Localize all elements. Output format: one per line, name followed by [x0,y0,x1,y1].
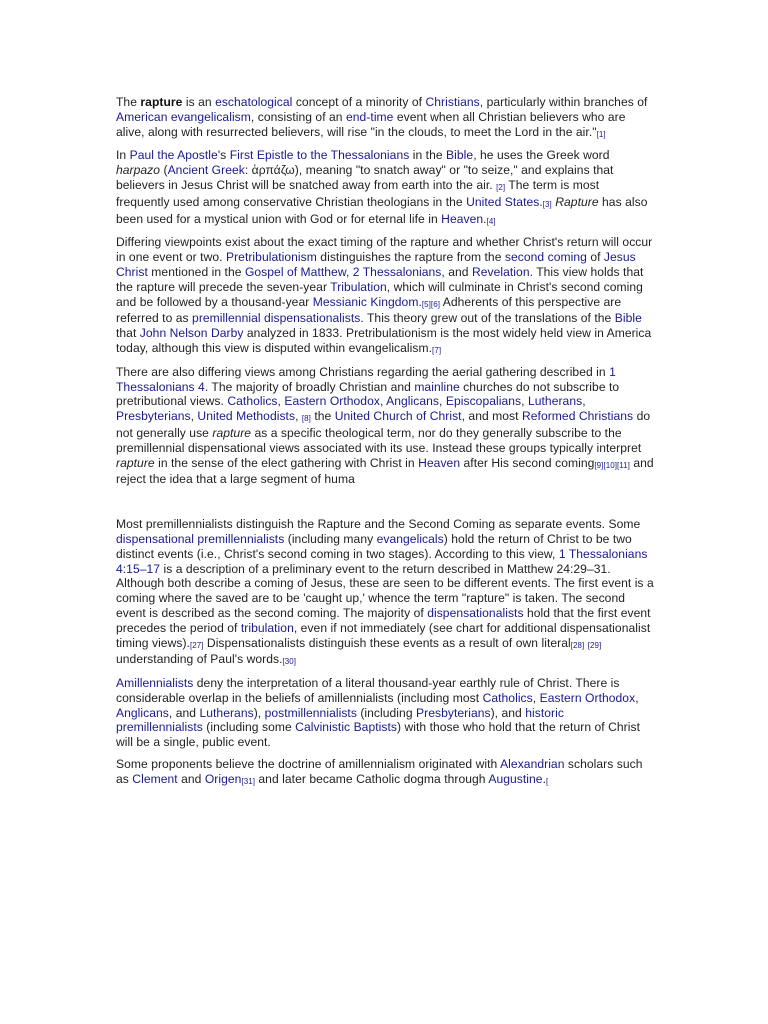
text-run: . [539,194,543,209]
link-evangelicals[interactable]: evangelicals [376,531,444,546]
citation-link[interactable]: [ [546,776,549,786]
link-john-nelson-darby[interactable]: John Nelson Darby [139,326,244,341]
text-run: : ἁρπάζω), meaning "to snatch away" or "to seize," and explains that believers in Jesus Christ will be snatched away from earth into the air. [116,163,614,192]
link-eschatological[interactable]: eschatological [215,95,293,109]
italic-term: rapture [116,455,155,470]
citation-link[interactable]: [29] [587,640,602,650]
text-run: Some proponents believe the doctrine of amillennialism originated with [116,757,501,772]
text-run: distinguishes the rapture from the [316,250,505,265]
text-run: concept of a minority of [292,95,426,109]
text-run: The term is most frequently used among conservative Christian theologians in the [116,177,600,209]
text-run: Most premillennialists distinguish the Rapture and the Second Coming as separate events. Some [116,517,641,532]
link-1-thessalonians-4[interactable]: 1 Thessalonians 4 [116,364,616,394]
link-origen[interactable]: Origen [204,771,242,786]
link-mainline[interactable]: mainline [414,379,460,394]
text-run: scholars such as [116,757,643,786]
text-run: , [345,264,353,279]
citation-link[interactable]: [5] [421,299,431,309]
text-run: hold that the first event precedes the period of [116,605,651,635]
link-pretribulationism[interactable]: Pretribulationism [225,250,317,265]
text-run: 's [217,148,230,163]
link-calvinistic-baptists[interactable]: Calvinistic Baptists [295,720,397,735]
link-eastern-orthodox[interactable]: Eastern Orthodox [284,394,380,409]
text-run: as a specific theological term, nor do they generally subscribe to the premillennial dispensational views associated with its use. Instead these groups typically interpret [116,425,642,455]
text-run: , [379,394,387,409]
text-run: event when all Christian believers who are alive, along with resurrected believers, will rise "in the clouds, to meet the Lord in the air." [116,109,626,139]
link-jesus-christ[interactable]: Jesus Christ [116,250,636,279]
link-american-evangelicalism[interactable]: American evangelicalism [116,109,251,124]
link-reformed-christians[interactable]: Reformed Christians [521,409,634,424]
text-run: . [418,294,422,309]
text-run: (including some [202,720,296,735]
text-run: is an [182,95,216,109]
text-run: ), [253,705,265,720]
link-catholics[interactable]: Catholics [227,394,278,409]
text-run: ) with those who hold that the return of Christ will be a single, public event. [116,720,640,750]
link-heaven[interactable]: Heaven [441,211,484,226]
link-anglicans[interactable]: Anglicans [386,394,440,409]
link-lutherans[interactable]: Lutherans [199,705,254,720]
text-run: after His second coming [460,455,595,470]
citation-link[interactable]: [4] [486,216,496,226]
citation-link[interactable]: [8] [301,414,311,424]
text-run: . The majority of broadly Christian and [204,379,415,394]
link-united-church-of-christ[interactable]: United Church of Christ [334,409,462,424]
link-tribulation[interactable]: tribulation [240,620,294,635]
link-eastern-orthodox[interactable]: Eastern Orthodox [539,690,636,705]
link-bible[interactable]: Bible [614,311,642,326]
link-paul-the-apostle[interactable]: Paul the Apostle [129,148,218,163]
citation-link[interactable]: [30] [282,657,297,667]
citation-link[interactable]: [27] [189,640,204,650]
paragraph-intro [116,95,654,141]
link-gospel-of-matthew[interactable]: Gospel of Matthew [244,264,346,279]
link-lutherans[interactable]: Lutherans [527,394,583,409]
link-bible[interactable]: Bible [446,148,474,163]
citation-link[interactable]: [2] [496,182,506,192]
link-messianic-kingdom[interactable]: Messianic Kingdom [312,294,419,309]
text-run: , even if not immediately (see chart for additional dispensationalist timing views). [116,620,651,650]
text-run: In [116,148,130,163]
text-run: , he uses the Greek word [473,148,610,163]
text-run: do not generally use [116,409,651,440]
text-run: Differing viewpoints exist about the exact timing of the rapture and whether Christ's return will occur in one event or two. [116,235,653,265]
link-catholics[interactable]: Catholics [482,690,533,705]
citation-link[interactable]: [10] [603,460,617,470]
italic-term: harpazo [116,163,161,178]
text-run: (including [356,705,417,720]
link-united-states[interactable]: United States [466,194,540,209]
citation-link[interactable]: [11] [617,460,630,470]
link-amillennialists[interactable]: Amillennialists [116,676,194,691]
link-anglicans[interactable]: Anglicans [116,705,169,720]
link-episcopalians[interactable]: Episcopalians [445,394,522,409]
link-end-time[interactable]: end-time [346,109,394,124]
link-augustine[interactable]: Augustine [488,771,543,786]
text-run: that [116,326,140,341]
text-run: , particularly within branches of [479,95,648,109]
text-run: and reject the idea that a large segment of huma [116,455,654,487]
text-run: and [177,771,205,786]
paragraph-etymology [116,148,654,228]
text-run: is a description of a preliminary event to the return described in Matthew 24:29–31. Although both describe a coming of Jesus, these are seen to be different events. The first event is a coming where the saved are to be 'caught up,' whence the term "rapture" is taken. The second event is described as the second coming. The majority of [116,561,654,620]
text-run: (including many [284,531,377,546]
text-run: Adherents of this perspective are referred to as [116,294,622,326]
text-run: analyzed in 1833. Pretribulationism is the most widely held view in America today, although this view is disputed within evangelicalism. [116,326,652,355]
text-run: mentioned in the [147,264,245,279]
text-run: , [295,409,302,424]
text-run: has also been used for a mystical union with God or for eternal life in [116,194,648,226]
text-run: , [439,394,446,409]
text-run: in the [409,148,447,163]
link-united-methodists[interactable]: United Methodists [197,409,296,424]
citation-link[interactable]: [3] [542,199,552,209]
paragraph-pretribulationism [116,235,654,357]
text-run: ), and [490,705,526,720]
paragraph-amillennialists [116,676,654,750]
text-run: The [116,95,141,109]
citation-link[interactable]: [6] [430,299,440,309]
article-body [116,95,654,796]
italic-term: Rapture [555,194,599,209]
citation-link[interactable]: [7] [432,345,442,355]
link-dispensationalists[interactable]: dispensationalists [427,605,524,620]
text-run: , [277,394,285,409]
text-run: of [586,250,604,265]
text-run: , consisting of an [250,109,346,124]
link-dispensational-premillennialists[interactable]: dispensational premillennialists [116,531,285,546]
citation-link[interactable]: [1] [596,129,606,139]
text-run: deny the interpretation of a literal thousand-year earthly rule of Christ. There is considerable overlap in the beliefs of amillennialists (including most [116,676,620,705]
link-heaven[interactable]: Heaven [418,455,461,470]
link-postmillennialists[interactable]: postmillennialists [264,705,357,720]
link-first-epistle-to-the-thessalonians[interactable]: First Epistle to the Thessalonians [229,148,410,163]
citation-link[interactable]: [28] [570,640,585,650]
paragraph-origins [116,757,654,789]
text-run: ( [160,163,168,178]
text-run: . This view holds that the rapture will precede the seven-year [116,264,644,294]
text-run: and later became Catholic dogma through [255,771,489,786]
text-run: in the sense of the elect gathering with Christ in [154,455,419,470]
link-historic-premillennialists[interactable]: historic premillennialists [116,705,564,735]
paragraph-premillennialists [116,517,654,669]
link-tribulation[interactable]: Tribulation [330,279,387,294]
text-run: , [582,394,586,409]
text-run: , [635,690,639,705]
link-ancient-greek[interactable]: Ancient Greek [167,163,245,178]
link-premillennial-dispensationalists[interactable]: premillennial dispensationalists [192,311,361,326]
link-1-thessalonians-4-15-17[interactable]: 1 Thessalonians 4:15–17 [116,546,648,576]
text-run: churches do not subscribe to pretributional views. [116,379,620,409]
text-run: . This theory grew out of the translations of the [360,311,615,326]
text-run: understanding of Paul's words. [116,652,283,667]
text-run: , and most [461,409,522,424]
text-run: , [190,409,198,424]
bold-term: rapture [140,95,183,109]
citation-link[interactable]: [9] [594,460,604,470]
text-run: the [310,409,335,424]
text-run: , which will culminate in Christ's second coming and be followed by a thousand-year [116,279,643,309]
paragraph-differing-views [116,365,654,487]
link-revelation[interactable]: Revelation [471,264,530,279]
text-run: . [542,771,546,786]
link-second-coming[interactable]: second coming [504,250,587,265]
text-run: ) hold the return of Christ to be two distinct events (i.e., Christ's second coming in two stages). According to this view, [116,531,632,561]
text-run: , and [168,705,200,720]
link-2-thessalonians[interactable]: 2 Thessalonians [352,264,442,279]
text-run: , [521,394,528,409]
link-christians[interactable]: Christians [425,95,480,109]
link-clement[interactable]: Clement [132,771,178,786]
text-run: , and [441,264,472,279]
link-presbyterians[interactable]: Presbyterians [416,705,491,720]
italic-term: rapture [212,425,252,440]
text-run: , [532,690,540,705]
link-presbyterians[interactable]: Presbyterians [116,409,191,424]
text-run: Dispensationalists distinguish these events as a result of own literal [203,635,571,650]
citation-link[interactable]: [31] [241,776,255,786]
text-run: . [483,211,487,226]
text-run: There are also differing views among Christians regarding the aerial gathering described in [116,364,610,379]
link-alexandrian[interactable]: Alexandrian [500,757,565,772]
